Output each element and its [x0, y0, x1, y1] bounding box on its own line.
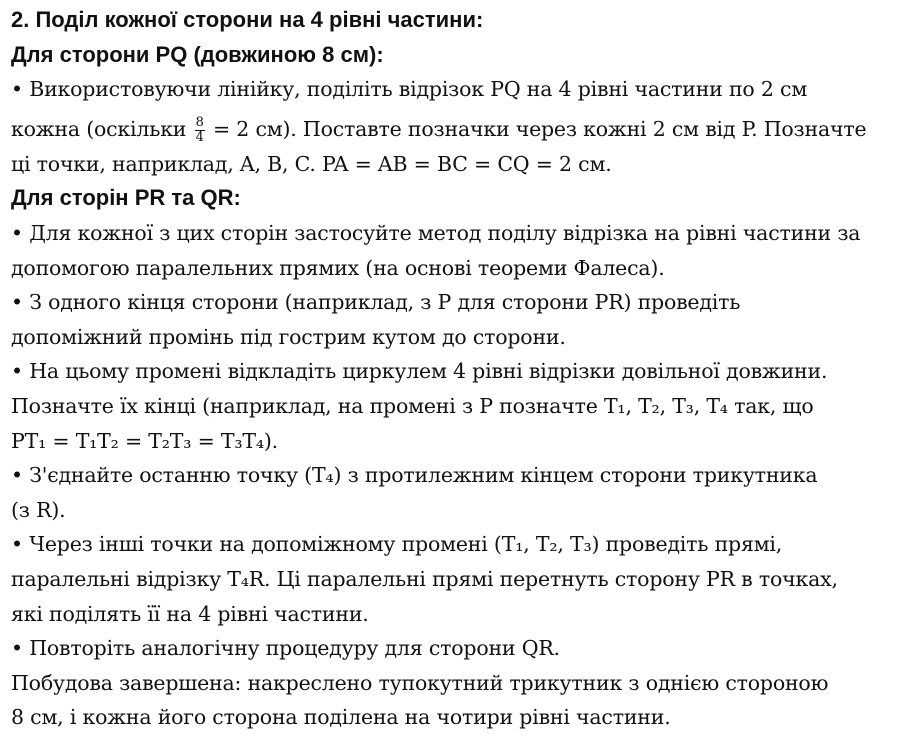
- paragraph-lines: [11, 216, 923, 735]
- paragraph-line: Позначте їх кінці (наприклад, на промені з P позначте T₁, T₂, T₃, T₄ так, що: [11, 393, 814, 418]
- paragraph-line: • Для кожної з цих сторін застосуйте метод поділу відрізка на рівні частини за: [11, 220, 861, 245]
- paragraph-line: допоміжний промінь під гострим кутом до сторони.: [11, 324, 566, 349]
- paragraph-line: Побудова завершена: накреслено тупокутний трикутник з однією стороною: [11, 670, 829, 695]
- text: кожна (оскільки: [11, 116, 187, 141]
- paragraph-line: • Через інші точки на допоміжному промені (T₁, T₂, T₃) проведіть прямі,: [11, 532, 783, 557]
- paragraph-line: • З'єднайте останню точку (T₄) з протилежним кінцем сторони трикутника: [11, 463, 818, 488]
- paragraph-line: PT₁ = T₁T₂ = T₂T₃ = T₃T₄).: [11, 428, 278, 453]
- fraction: [195, 116, 205, 145]
- paragraph-line: • Використовуючи лінійку, поділіть відрізок PQ на 4 рівні частини по 2 см: [11, 77, 808, 102]
- paragraph-line: • З одного кінця сторони (наприклад, з P для сторони PR) проведіть: [11, 290, 741, 315]
- paragraph-line: паралельні відрізку T₄R. Ці паралельні прямі перетнуть сторону PR в точках,: [11, 566, 838, 591]
- paragraph-line-with-fraction: [11, 107, 923, 147]
- paragraph-line: • На цьому промені відкладіть циркулем 4 рівні відрізки довільної довжини.: [11, 359, 828, 384]
- paragraph-line: • Повторіть аналогічну процедуру для сторони QR.: [11, 636, 560, 661]
- subheading-pr-qr: Для сторін PR та QR:: [11, 185, 241, 211]
- text: = 2 см). Поставте позначки через кожні 2 см від P. Позначте: [213, 116, 867, 141]
- paragraph-line: ці точки, наприклад, A, B, C. PA = AB = BC = CQ = 2 см.: [11, 151, 612, 176]
- paragraph-line: 8 см, і кожна його сторона поділена на чотири рівні частини.: [11, 705, 671, 730]
- section-heading: 2. Поділ кожної сторони на 4 рівні частини:: [11, 7, 484, 32]
- paragraph-line: (з R).: [11, 497, 66, 522]
- paragraph-line: які поділять її на 4 рівні частини.: [11, 601, 369, 626]
- fraction-numerator: 8: [195, 114, 204, 130]
- paragraph-line: допомогою паралельних прямих (на основі теореми Фалеса).: [11, 255, 665, 280]
- subheading-pq: Для сторони PQ (довжиною 8 см):: [11, 41, 384, 67]
- fraction-denominator: 4: [195, 129, 204, 145]
